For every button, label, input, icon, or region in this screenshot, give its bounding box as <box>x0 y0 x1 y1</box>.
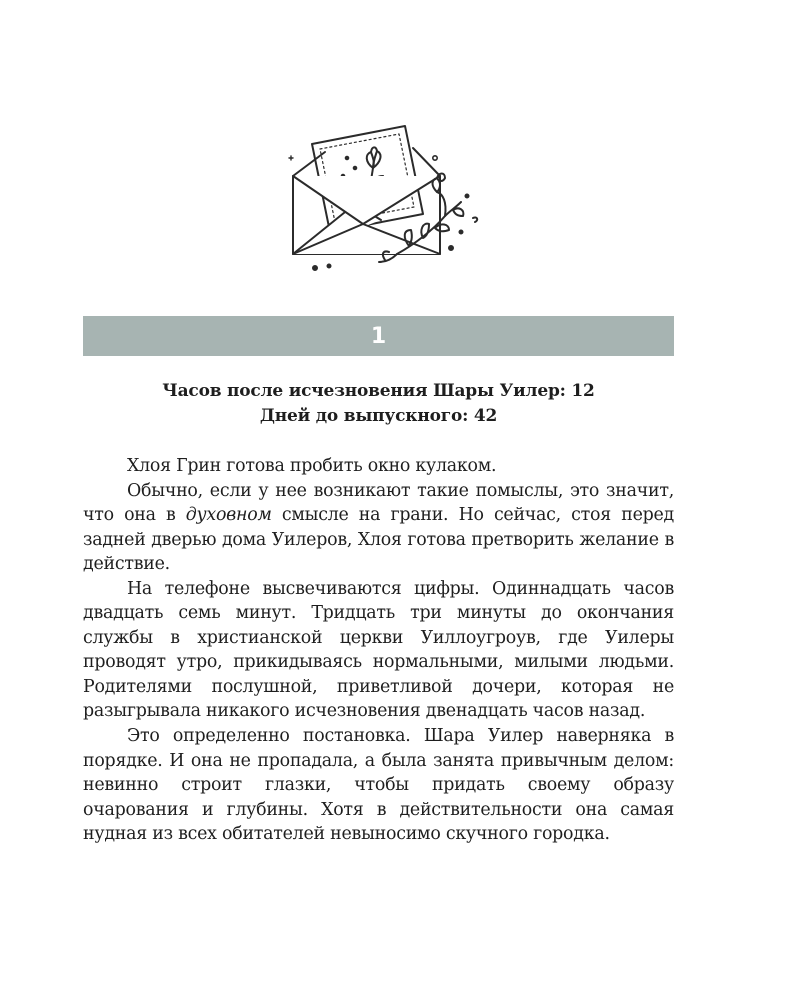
paragraph-text: смысле на грани. Но сейчас, стоя перед задней дверью дома Уилеров, Хлоя готова претворить желание в действие. <box>83 505 674 575</box>
hours-since-disappearance: Часов после исчезновения Шары Уилер: 12 <box>162 381 595 401</box>
chapter-body <box>83 454 674 847</box>
paragraph-text: Обычно, если у нее возникают такие помыслы, это значит, что она в <box>83 480 674 526</box>
paragraph: Хлоя Грин готова пробить окно кулаком. <box>127 456 497 476</box>
envelope-with-letter-and-flowers-icon <box>285 118 485 278</box>
chapter-banner <box>83 316 674 356</box>
emphasized-word: духовном <box>185 505 272 526</box>
paragraph: На телефоне высвечиваются цифры. Одиннадцать часов двадцать семь минут. Тридцать три минуты до окончания службы в христианской церкви Уиллоугроув, где Уилеры проводят утро, прикидываясь нормальными, милыми людьми. Родителями послушной, приветливой дочери, которая не разыгрывала никакого исчезновения двенадцать часов назад. <box>83 578 674 722</box>
days-until-graduation: Дней до выпускного: 42 <box>259 406 498 426</box>
chapter-number: 1 <box>370 323 387 349</box>
paragraph <box>83 479 674 577</box>
paragraph: Это определенно постановка. Шара Уилер наверняка в порядке. И она не пропадала, а была занята привычным делом: невинно строит глазки, чтобы придать своему образу очарования и глубины. Хотя в действительности она самая нудная из всех обитателей невыносимо скучного городка. <box>83 726 674 845</box>
